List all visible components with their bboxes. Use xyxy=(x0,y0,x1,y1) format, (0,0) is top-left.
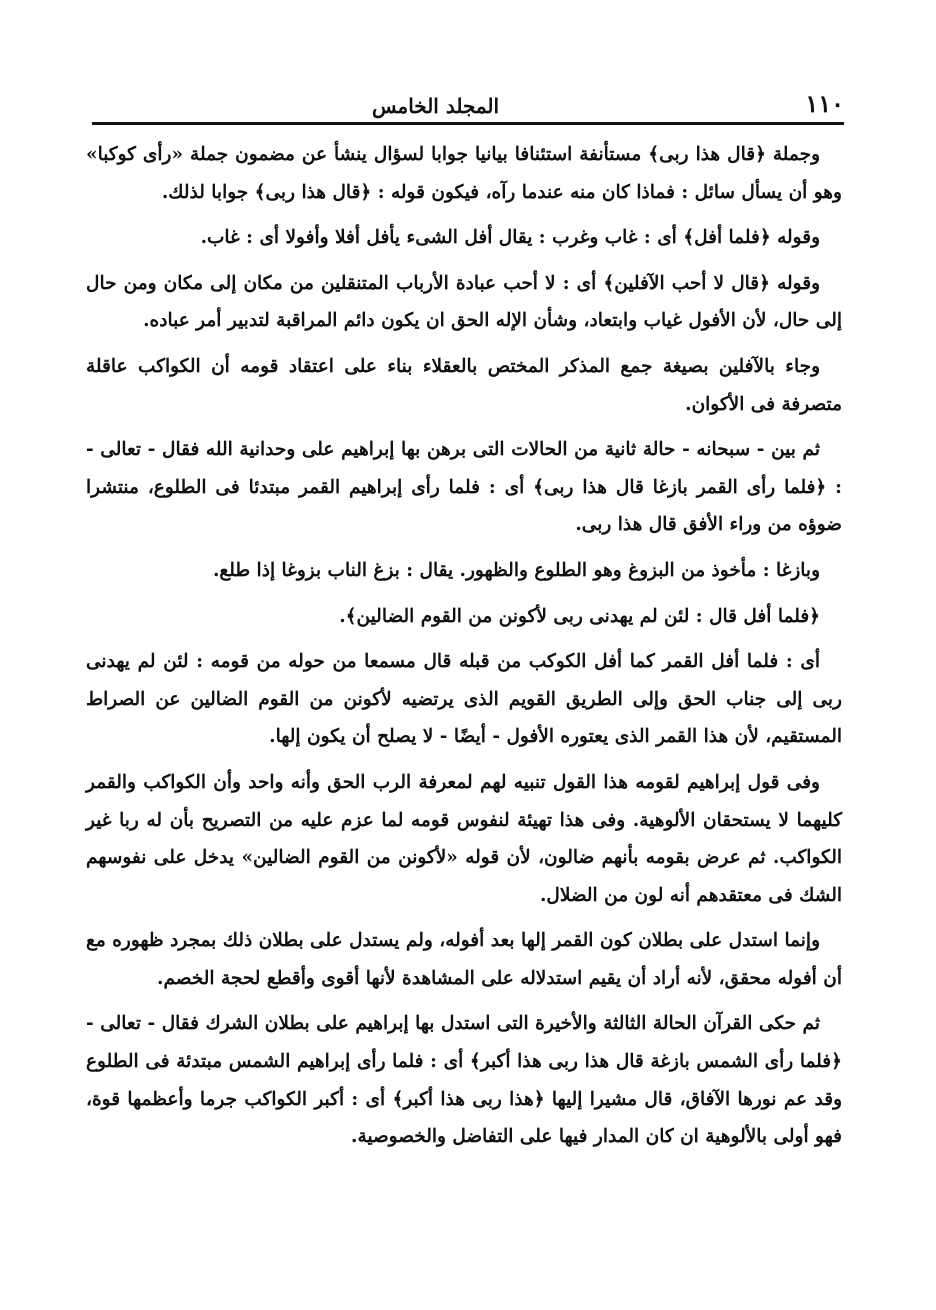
paragraph: وجملة ﴿قال هذا ربى﴾ مستأنفة استئنافا بيانيا جوابا لسؤال ينشأ عن مضمون جملة «رأى كوكبا» وهو أن يسأل سائل : فماذا كان منه عندما رآه، فيكون قوله : ﴿قال هذا ربى﴾ جوابا لذلك. xyxy=(86,144,842,203)
paragraph: ثم بين - سبحانه - حالة ثانية من الحالات التى برهن بها إبراهيم على وحدانية الله فقال - تعالى - : ﴿فلما رأى القمر بازغا قال هذا ربى﴾ أى : فلما رأى إبراهيم القمر مبتدئا فى الطلوع، منتشرا ضوؤه من وراء الأفق قال هذا ربى. xyxy=(86,439,842,536)
paragraph: ﴿فلما أفل قال : لئن لم يهدنى ربى لأكونن من القوم الضالين﴾. xyxy=(339,605,820,627)
page-number: ١١٠ xyxy=(805,89,844,118)
paragraph: وقوله ﴿فلما أفل﴾ أى : غاب وغرب : يقال أفل الشىء يأفل أفلا وأفولا أى : غاب. xyxy=(200,227,820,249)
paragraph: ثم حكى القرآن الحالة الثالثة والأخيرة التى استدل بها إبراهيم على بطلان الشرك فقال - تعالى - ﴿فلما رأى الشمس بازغة قال هذا ربى هذا أكبر﴾ أى : فلما رأى إبراهيم الشمس مبتدئة فى الطلوع وقد عم نورها الآفاق، قال مشيرا إليها ﴿هذا ربى هذا أكبر﴾ أى : أكبر الكواكب جرما وأعظمها قوة، فهو أولى بالألوهية ان كان المدار فيها على التفاضل والخصوصية. xyxy=(86,1013,842,1148)
paragraph: أى : فلما أفل القمر كما أفل الكوكب من قبله قال مسمعا من حوله من قومه : لئن لم يهدنى ربى إلى جناب الحق وإلى الطريق القويم الذى يرتضيه لأكونن من القوم الضالين عن الصراط المستقيم، لأن هذا القمر الذى يعتوره الأفول - أيضًا - لا يصلح أن يكون إلها. xyxy=(86,651,842,748)
volume-title: المجلد الخامس xyxy=(372,94,500,118)
page-body xyxy=(86,136,842,1164)
paragraph: وفى قول إبراهيم لقومه هذا القول تنبيه لهم لمعرفة الرب الحق وأنه واحد وأن الكواكب والقمر كليهما لا يستحقان الألوهية. وفى هذا تهيئة لنفوس قومه لما عزم عليه من التصريح بأن له ربا غير الكواكب. ثم عرض بقومه بأنهم ضالون، لأن قوله «لأكونن من القوم الضالين» يدخل على نفوسهم الشك فى معتقدهم أنه لون من الضلال. xyxy=(86,771,842,906)
paragraph: وجاء بالآفلين بصيغة جمع المذكر المختص بالعقلاء بناء على اعتقاد قومه أن الكواكب عاقلة متصرفة فى الأكوان. xyxy=(86,355,842,415)
header-rule xyxy=(92,122,844,125)
paragraph: وبازغا : مأخوذ من البزوغ وهو الطلوع والظهور. يقال : بزغ الناب بزوغا إذا طلع. xyxy=(212,559,820,581)
page-header xyxy=(92,78,844,118)
paragraph: وإنما استدل على بطلان كون القمر إلها بعد أفوله، ولم يستدل على بطلان ذلك بمجرد ظهوره مع أن أفوله محقق، لأنه أراد أن يقيم استدلاله على المشاهدة لأنها أقوى وأقطع لحجة الخصم. xyxy=(86,930,842,989)
paragraph: وقوله ﴿قال لا أحب الآفلين﴾ أى : لا أحب عبادة الأرباب المتنقلين من مكان إلى مكان ومن حال إلى حال، لأن الأفول غياب وابتعاد، وشأن الإله الحق ان يكون دائم المراقبة لتدبير أمر عباده. xyxy=(86,272,842,332)
